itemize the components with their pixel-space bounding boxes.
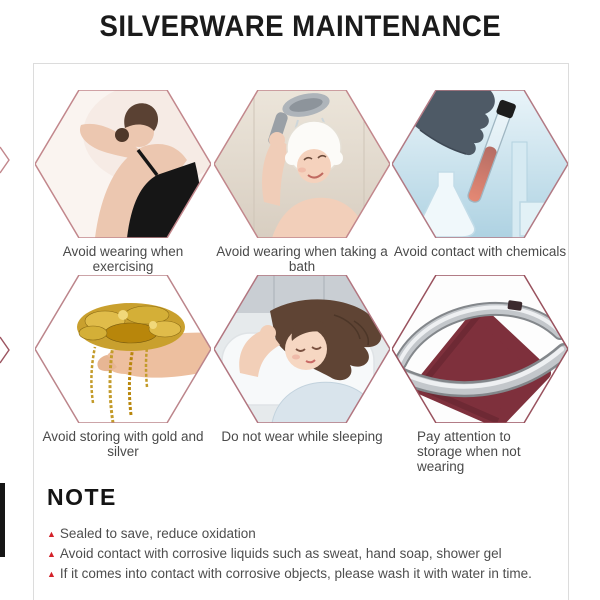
note-item-text: Sealed to save, reduce oxidation xyxy=(59,526,256,541)
card-storage-when-not-wearing xyxy=(392,275,568,474)
card-caption: Avoid wearing when exercising xyxy=(62,244,184,274)
note-item-text: Avoid contact with corrosive liquids such as sweat, hand soap, shower gel xyxy=(59,546,502,561)
card-caption: Avoid storing with gold and silver xyxy=(42,429,204,459)
gloved-hand-test-tube-photo xyxy=(392,90,568,238)
note-item xyxy=(47,544,547,564)
cropped-hexagon-tip-icon xyxy=(0,146,11,174)
card-caption: Avoid contact with chemicals xyxy=(393,244,567,259)
cropped-hexagon-tip-icon xyxy=(0,336,11,364)
hand-gold-jewelry-photo xyxy=(35,275,211,423)
woman-exercising-photo xyxy=(35,90,211,238)
note-item xyxy=(47,524,547,544)
card-avoid-chemicals xyxy=(392,90,568,259)
woman-sleeping-photo xyxy=(214,275,390,423)
card-caption: Do not wear while sleeping xyxy=(221,429,383,444)
silver-bangle-on-box-photo xyxy=(392,275,568,423)
red-triangle-icon: ▲ xyxy=(47,549,56,559)
card-avoid-bathing xyxy=(214,90,390,274)
red-triangle-icon: ▲ xyxy=(47,529,56,539)
note-item xyxy=(47,564,547,584)
card-avoid-gold-storage xyxy=(35,275,211,459)
note-heading: NOTE xyxy=(47,484,117,510)
image-edge-artifact xyxy=(0,483,5,557)
woman-shower-photo xyxy=(214,90,390,238)
card-caption: Pay attention to storage when not wearing xyxy=(417,429,521,474)
card-caption: Avoid wearing when taking a bath xyxy=(216,244,388,274)
page-title: SILVERWARE MAINTENANCE xyxy=(99,10,501,43)
card-avoid-exercising xyxy=(35,90,211,274)
red-triangle-icon: ▲ xyxy=(47,569,56,579)
card-no-wear-sleeping xyxy=(214,275,390,444)
note-section xyxy=(47,484,547,584)
note-item-text: If it comes into contact with corrosive objects, please wash it with water in time. xyxy=(59,566,532,581)
